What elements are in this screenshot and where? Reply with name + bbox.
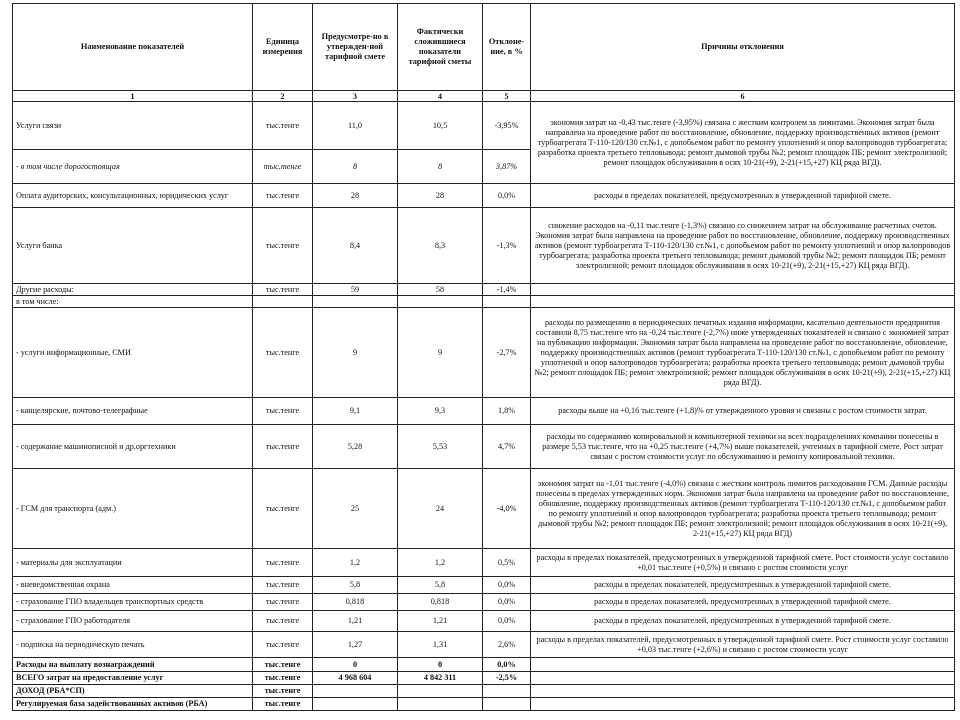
row-deviation [483,698,531,711]
row-unit: тыс.тенге [253,284,313,296]
row-plan: 1,21 [313,611,398,632]
row-unit: тыс.тенге [253,658,313,672]
header-unit: Единица измерения [253,4,313,91]
row-plan: 59 [313,284,398,296]
row-reason: экономия затрат на -1,01 тыс.тенге (-4,0%) связана с жестким контроль лимитов расходования ГСМ. Данные расходы понесены в пределах утвержденных норм. Экономия затрат была направлена на проведение работ по восстановление, обновление, поддержку производственных активов (ремонт турбоагрегата Т-110-120/130 ст.№1, с допобьемом работ по ремонту уплотнений и опор валопроводов турбоагрегата; разработка проекта третьего тепловывода; ремонт дымовой трубы №2; ремонт площадок ПБ; ремонт электролизной; ремонт площадок обслуживания в осях 10-21(+9), 2-21(+15,+27) КЦ ряда ВГД) [531,469,955,549]
row-plan: 8,4 [313,208,398,284]
row-name: - в том числе дорогостоящая [13,150,253,184]
row-reason: расходы в пределах показателей, предусмотренных в утвержденной тарифной смете. [531,611,955,632]
row-name: Услуги банка [13,208,253,284]
row-deviation [483,685,531,698]
row-plan: 28 [313,184,398,208]
row-unit: тыс.тенге [253,102,313,150]
row-plan [313,685,398,698]
row-fact: 0,818 [398,594,483,611]
row-fact [398,296,483,308]
row-deviation: 1,8% [483,398,531,425]
header-deviation: Отклоне-ние, в % [483,4,531,91]
row-unit: тыс.тенге [253,632,313,658]
row-plan: 1,2 [313,549,398,577]
header-row [13,4,955,91]
row-unit: тыс.тенге [253,611,313,632]
row-plan [313,698,398,711]
row-fact: 10,5 [398,102,483,150]
row-deviation: -1,4% [483,284,531,296]
header-reason: Причины отклонения [531,4,955,91]
row-name: - содержание машинописной и др.оргтехники [13,425,253,469]
row-deviation: 3,87% [483,150,531,184]
row-reason [531,658,955,672]
row-plan: 1,27 [313,632,398,658]
row-name: - вневедомственная охрана [13,577,253,594]
table-row-materials [13,549,955,577]
row-name: ДОХОД (РБА*СП) [13,685,253,698]
row-fact: 5,53 [398,425,483,469]
row-name: - страхование ГПО владельцев транспортных средств [13,594,253,611]
row-fact: 8 [398,150,483,184]
row-reason [531,672,955,685]
table-row-insurance-vehicles [13,594,955,611]
row-reason: расходы по размещению в периодических печатных издания информации, касательно деятельности предприятия составили 8,75 тыс.тенге что на -0,24 тыс.тенге (-2,7%) ниже утвержденных показателей и связано с экономией затрат на публикацию информации. Экономия затрат была направлена на проведение работ по восстановление, обновление, поддержку производственных активов (ремонт турбоагрегата Т-110-120/130 ст.№1, с допобьемом работ по ремонту уплотнений и опор валопроводов турбоагрегата; разработка проекта третьего тепловывода; ремонт дымовой трубы №2; ремонт площадок ПБ; ремонт электролизной; ремонт площадок обслуживания в осях 10-21(+9), 2-21(+15,+27) КЦ ряда ВГД). [531,308,955,398]
table-row-media [13,308,955,398]
row-deviation: -3,95% [483,102,531,150]
row-name: в том числе: [13,296,253,308]
row-fact [398,698,483,711]
column-number: 5 [483,91,531,102]
table-row-bank [13,208,955,284]
row-fact: 9 [398,308,483,398]
row-plan: 0 [313,658,398,672]
row-fact: 1,31 [398,632,483,658]
row-reason: экономия затрат на -0,43 тыс.тенге (-3,95%) связана с жестким контролем за лимитами. Экономия затрат была направлена на проведение работ по восстановление, обновление, поддержку производственных активов (ремонт турбоагрегата Т-110-120/130 ст.№1, с допобьемом работ по ремонту уплотнений и опор валопроводов турбоагрегата; разработка проекта третьего тепловывода; ремонт дымовой трубы №2; ремонт площадок ПБ; ремонт электролизной; ремонт площадок обслуживания в осях 10-21(+9), 2-21(+15,+27) КЦ ряда ВГД). [531,102,955,184]
row-deviation: 0,0% [483,611,531,632]
table-row-insurance-employer [13,611,955,632]
row-name: - канцелярские, почтово-телеграфные [13,398,253,425]
row-deviation: -2,7% [483,308,531,398]
row-name: - страхование ГПО работодателя [13,611,253,632]
row-fact: 4 842 311 [398,672,483,685]
column-number: 2 [253,91,313,102]
row-plan: 8 [313,150,398,184]
row-deviation: 0,0% [483,577,531,594]
row-reason: расходы в пределах показателей, предусмотренных в утвержденной тарифной смете. [531,577,955,594]
row-unit: тыс.тенге [253,577,313,594]
row-fact: 58 [398,284,483,296]
row-fact: 5,8 [398,577,483,594]
table-row-stationery [13,398,955,425]
row-name: - ГСМ для транспорта (адм.) [13,469,253,549]
row-name: Услуги связи [13,102,253,150]
table-row-income [13,685,955,698]
row-fact: 1,21 [398,611,483,632]
column-number: 3 [313,91,398,102]
row-deviation [483,296,531,308]
row-unit: тыс.тенге [253,425,313,469]
header-name: Наименование показателей [13,4,253,91]
row-deviation: 0,0% [483,184,531,208]
row-unit: тыс.тенге [253,184,313,208]
table-row-office-equipment [13,425,955,469]
row-plan: 5,28 [313,425,398,469]
row-reason [531,296,955,308]
row-reason: расходы в пределах показателей, предусмотренных в утвержденной тарифной смете. Рост стоимости услуг составило +0,03 тыс.тенге (+2,6%) и связано с ростом стоимости услуг [531,632,955,658]
row-fact: 1,2 [398,549,483,577]
row-unit: тыс.тенге [253,698,313,711]
table-row-other [13,284,955,296]
row-plan: 25 [313,469,398,549]
row-name: ВСЕГО затрат на предоставление услуг [13,672,253,685]
row-deviation: -1,3% [483,208,531,284]
row-plan: 4 968 604 [313,672,398,685]
row-reason: расходы по содержанию копировальной и компьютерной техники на всех подразделениях компании понесены в размере 5,53 тыс.тенге, что на +0,25 тыс.тенге (+4,7%) выше показателей, учтенных в тарифной смете. Рост затрат связан с ростом стоимости услуг по обслуживанию и ремонту копировальной техники. [531,425,955,469]
table-row-fuel [13,469,955,549]
row-reason: расходы в пределах показателей, предусмотренных в утвержденной тарифной смете. [531,184,955,208]
table-row-audit [13,184,955,208]
row-deviation: 4,7% [483,425,531,469]
row-name: - подписка на периодическую печать [13,632,253,658]
row-unit: тыс.тенге [253,469,313,549]
column-number: 6 [531,91,955,102]
row-deviation: 2,6% [483,632,531,658]
row-unit: тыс.тенге [253,150,313,184]
table-row-total [13,672,955,685]
row-fact [398,685,483,698]
table-row-security [13,577,955,594]
row-name: Регулируемая база задействованных активов (РБА) [13,698,253,711]
row-reason [531,685,955,698]
table-row-including [13,296,955,308]
row-unit: тыс.тенге [253,594,313,611]
table-row-remuneration [13,658,955,672]
report-sheet [12,3,954,711]
row-unit: тыс.тенге [253,398,313,425]
header-fact: Фактически сложившиеся показатели тарифной сметы [398,4,483,91]
column-number: 1 [13,91,253,102]
row-reason [531,698,955,711]
row-unit [253,296,313,308]
row-name: - материалы для эксплуатации [13,549,253,577]
row-name: Оплата аудиторских, консультационных, юридических услуг [13,184,253,208]
row-reason: снижение расходов на -0,11 тыс.тенге (-1,3%) связано со снижением затрат на обслуживание расчетных счетов. Экономия затрат была направлена на проведение работ по восстановление, обновление, поддержку производственных активов (ремонт турбоагрегата Т-110-120/130 ст.№1, с допобьемом работ по ремонту уплотнений и опор валопроводов турбоагрегата; разработка проекта третьего тепловывода; ремонт дымовой трубы №2; ремонт площадок ПБ; ремонт электролизной; ремонт площадок обслуживания в осях 10-21(+9), 2-21(+15,+27) КЦ ряда ВГД). [531,208,955,284]
table-row-communication [13,102,955,150]
row-deviation: 0,5% [483,549,531,577]
row-plan: 11,0 [313,102,398,150]
row-plan: 9,1 [313,398,398,425]
row-fact: 8,3 [398,208,483,284]
row-unit: тыс.тенге [253,208,313,284]
row-plan: 5,8 [313,577,398,594]
row-fact: 9,3 [398,398,483,425]
row-unit: тыс.тенге [253,308,313,398]
row-plan: 9 [313,308,398,398]
row-reason: расходы в пределах показателей, предусмотренных в утвержденной тарифной смете. Рост стоимости услуг составило +0,01 тыс.тенге (+0,5%) и связано с ростом стоимости услуг [531,549,955,577]
row-fact: 24 [398,469,483,549]
row-fact: 28 [398,184,483,208]
tariff-deviation-table [12,3,955,711]
table-row-rab [13,698,955,711]
row-fact: 0 [398,658,483,672]
row-reason: расходы в пределах показателей, предусмотренных в утвержденной тарифной смете. [531,594,955,611]
row-unit: тыс.тенге [253,549,313,577]
column-number: 4 [398,91,483,102]
row-deviation: 0,0% [483,658,531,672]
row-unit: тыс.тенге [253,685,313,698]
row-name: Другие расходы: [13,284,253,296]
row-plan: 0,818 [313,594,398,611]
row-plan [313,296,398,308]
row-deviation: -2,5% [483,672,531,685]
row-name: Расходы на выплату вознаграждений [13,658,253,672]
row-deviation: -4,0% [483,469,531,549]
row-reason: расходы выше на +0,16 тыс.тенге (+1,8)% от утвержденного уровня и связаны с ростом стоимости затрат. [531,398,955,425]
table-row-subscription [13,632,955,658]
row-deviation: 0,0% [483,594,531,611]
header-plan: Предусмотре-но в утвержден-ной тарифной смете [313,4,398,91]
row-unit: тыс.тенге [253,672,313,685]
column-number-row [13,91,955,102]
row-reason [531,284,955,296]
row-name: - услуги информационные, СМИ [13,308,253,398]
